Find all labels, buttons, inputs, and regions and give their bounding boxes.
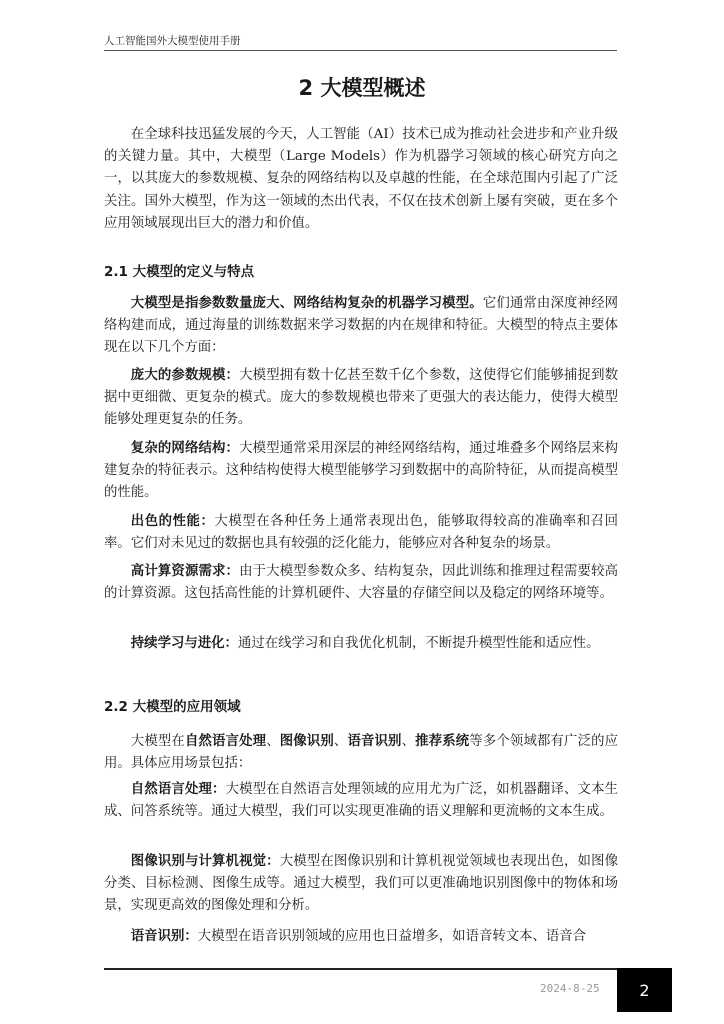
chapter-title: 2 大模型概述 <box>298 76 426 100</box>
application-item <box>104 779 618 823</box>
section-heading-2-2: 2.2 大模型的应用领域 <box>104 699 241 715</box>
lead-text: 大模型在 <box>130 734 185 749</box>
feature-text: 大模型在各种任务上通常表现出色，能够取得较高的准确率和召回率。它们对未见过的数据也具有较强的泛化能力，能够应对各种复杂的场景。 <box>104 514 619 552</box>
feature-term: 复杂的网络结构： <box>130 441 240 456</box>
feature-text: 由于大模型参数众多、结构复杂，因此训练和推理过程需要较高的计算资源。这包括高性能的计算机硬件、大容量的存储空间以及稳定的网络环境等。 <box>104 564 619 602</box>
application-text: 大模型在图像识别和计算机视觉领域也表现出色，如图像分类、目标检测、图像生成等。通过大模型，我们可以更准确地识别图像中的物体和场景，实现更高效的图像处理和分析。 <box>104 854 619 914</box>
application-term: 图像识别与计算机视觉： <box>130 854 280 869</box>
page-number <box>617 968 672 1012</box>
feature-term: 庞大的参数规模： <box>130 368 240 383</box>
page-number-text: 2 <box>639 980 650 1000</box>
application-term: 自然语言处理： <box>130 782 226 797</box>
lead-sep: 、 <box>266 734 280 749</box>
application-item <box>104 851 618 918</box>
header-title: 人工智能国外大模型使用手册 <box>104 35 241 47</box>
feature-item <box>104 561 618 605</box>
footer-date: 2024-8-25 <box>540 982 600 995</box>
footer-rule <box>104 968 618 970</box>
definition-paragraph <box>104 293 618 360</box>
feature-term: 出色的性能： <box>130 514 215 529</box>
section-heading-2-1: 2.1 大模型的定义与特点 <box>104 264 255 280</box>
lead-sep: 、 <box>401 734 416 749</box>
feature-text: 大模型拥有数十亿甚至数千亿个参数，这使得它们能够捕捉到数据中更细微、更复杂的模式。庞大的参数规模也带来了更强大的表达能力，使得大模型能够处理更复杂的任务。 <box>104 368 619 428</box>
application-item <box>104 926 618 948</box>
feature-term: 持续学习与进化： <box>130 636 238 651</box>
lead-field: 推荐系统 <box>415 734 470 749</box>
lead-text: 等多个领域都有广泛的应用。具体应用场景包括： <box>104 734 619 772</box>
definition-bold: 大模型是指参数数量庞大、网络结构复杂的机器学习模型。 <box>130 296 483 311</box>
feature-item <box>104 633 618 655</box>
intro-paragraph: 在全球科技迅猛发展的今天，人工智能（AI）技术已成为推动社会进步和产业升级的关键力量。其中，大模型（Large Models）作为机器学习领域的核心研究方向之一，以其庞大的参数规模、复杂的网络结构以及卓越的性能，在全球范围内引起了广泛关注。国外大模型，作为这一领域的杰出代表，不仅在技术创新上屡有突破，更在多个应用领域展现出巨大的潜力和价值。 <box>104 127 618 231</box>
feature-text: 通过在线学习和自我优化机制，不断提升模型性能和适应性。 <box>237 636 600 651</box>
lead-field: 自然语言处理 <box>184 734 267 749</box>
lead-sep: 、 <box>333 734 348 749</box>
lead-field: 图像识别 <box>279 734 334 749</box>
application-term: 语音识别： <box>130 929 198 944</box>
feature-item <box>104 365 618 432</box>
feature-text: 大模型通常采用深层的神经网络结构，通过堆叠多个网络层来构建复杂的特征表示。这种结构使得大模型能够学习到数据中的高阶特征，从而提高模型的性能。 <box>104 441 619 501</box>
feature-term: 高计算资源需求： <box>130 564 240 579</box>
application-text: 大模型在语音识别领域的应用也日益增多，如语音转文本、语音合 <box>197 929 587 944</box>
application-text: 大模型在自然语言处理领域的应用尤为广泛，如机器翻译、文本生成、问答系统等。通过大模型，我们可以实现更准确的语义理解和更流畅的文本生成。 <box>104 782 619 820</box>
feature-item <box>104 438 618 505</box>
lead-field: 语音识别 <box>347 734 402 749</box>
definition-text: 它们通常由深度神经网络构建而成，通过海量的训练数据来学习数据的内在规律和特征。大模型的特点主要体现在以下几个方面： <box>104 296 619 356</box>
running-header <box>104 34 617 51</box>
feature-item <box>104 511 618 555</box>
applications-intro <box>104 731 618 775</box>
